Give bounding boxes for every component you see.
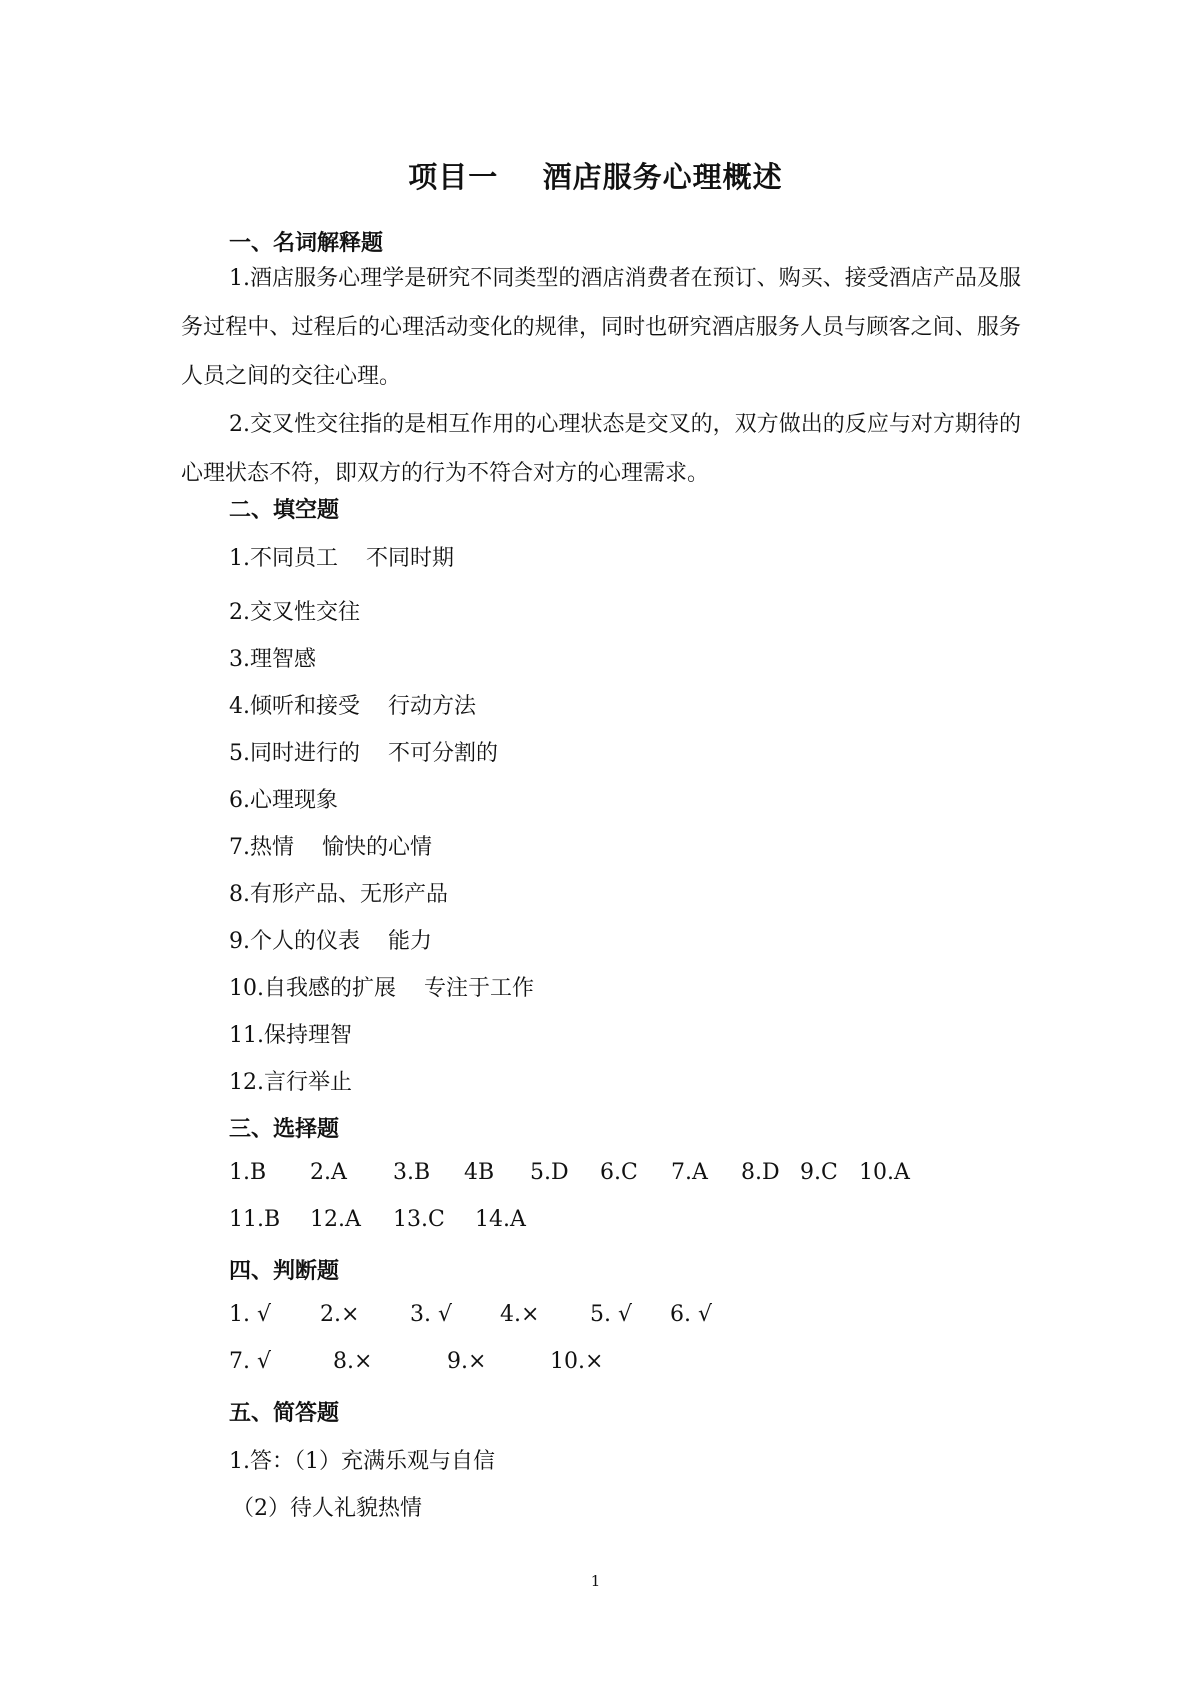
section-heading-short-answer: 五、简答题 bbox=[229, 1401, 340, 1426]
true-false-answer: 7. √ bbox=[229, 1349, 272, 1374]
true-false-answer: 8.× bbox=[333, 1349, 373, 1374]
fill-blank-item: 1.不同员工 不同时期 bbox=[229, 546, 454, 571]
choice-answer: 6.C bbox=[600, 1160, 638, 1185]
fill-blank-item: 2.交叉性交往 bbox=[229, 600, 360, 625]
fill-blank-item: 6.心理现象 bbox=[229, 788, 338, 813]
choice-answer: 7.A bbox=[671, 1160, 708, 1185]
choice-answer: 4B bbox=[464, 1160, 495, 1185]
short-answer-line: 1.答：（1）充满乐观与自信 bbox=[229, 1449, 495, 1474]
true-false-answer: 1. √ bbox=[229, 1302, 272, 1327]
choice-answer: 14.A bbox=[475, 1207, 526, 1232]
fill-blank-item: 10.自我感的扩展 专注于工作 bbox=[229, 976, 534, 1001]
choice-answer: 8.D bbox=[741, 1160, 780, 1185]
section-heading-true-false: 四、判断题 bbox=[229, 1259, 340, 1284]
choice-answer: 5.D bbox=[530, 1160, 569, 1185]
fill-blank-item: 12.言行举止 bbox=[229, 1070, 352, 1095]
fill-blank-item: 3.理智感 bbox=[229, 647, 316, 672]
true-false-answer: 10.× bbox=[550, 1349, 604, 1374]
choice-answer: 13.C bbox=[393, 1207, 445, 1232]
fill-blank-item: 5.同时进行的 不可分割的 bbox=[229, 741, 498, 766]
choice-answer: 10.A bbox=[859, 1160, 910, 1185]
choice-answer: 2.A bbox=[310, 1160, 347, 1185]
true-false-answer: 9.× bbox=[447, 1349, 487, 1374]
fill-blank-item: 4.倾听和接受 行动方法 bbox=[229, 694, 476, 719]
glossary-paragraph-1: 1.酒店服务心理学是研究不同类型的酒店消费者在预订、购买、接受酒店产品及服务过程中、过程后的心理活动变化的规律，同时也研究酒店服务人员与顾客之间、服务人员之间的交往心理。 bbox=[181, 266, 1021, 389]
choice-answer: 9.C bbox=[800, 1160, 838, 1185]
choice-answer: 3.B bbox=[393, 1160, 431, 1185]
fill-blank-item: 7.热情 愉快的心情 bbox=[229, 835, 432, 860]
true-false-answer: 5. √ bbox=[590, 1302, 633, 1327]
choice-answer: 12.A bbox=[310, 1207, 361, 1232]
fill-blank-item: 8.有形产品、无形产品 bbox=[229, 882, 448, 907]
true-false-answer: 3. √ bbox=[410, 1302, 453, 1327]
glossary-paragraph-2: 2.交叉性交往指的是相互作用的心理状态是交叉的，双方做出的反应与对方期待的心理状态不符，即双方的行为不符合对方的心理需求。 bbox=[181, 412, 1021, 486]
choice-answer: 1.B bbox=[229, 1160, 267, 1185]
page-number: 1 bbox=[590, 1572, 601, 1590]
true-false-answer: 2.× bbox=[320, 1302, 360, 1327]
true-false-answer: 4.× bbox=[500, 1302, 540, 1327]
choice-answer: 11.B bbox=[229, 1207, 281, 1232]
short-answer-line: （2）待人礼貌热情 bbox=[232, 1496, 422, 1521]
section-heading-glossary: 一、名词解释题 bbox=[229, 231, 384, 256]
section-heading-multiple-choice: 三、选择题 bbox=[229, 1117, 340, 1142]
section-heading-fill-blank: 二、填空题 bbox=[229, 498, 340, 523]
fill-blank-item: 11.保持理智 bbox=[229, 1023, 352, 1048]
page-title: 项目一 酒店服务心理概述 bbox=[408, 160, 783, 194]
true-false-answer: 6. √ bbox=[670, 1302, 713, 1327]
fill-blank-item: 9.个人的仪表 能力 bbox=[229, 929, 432, 954]
